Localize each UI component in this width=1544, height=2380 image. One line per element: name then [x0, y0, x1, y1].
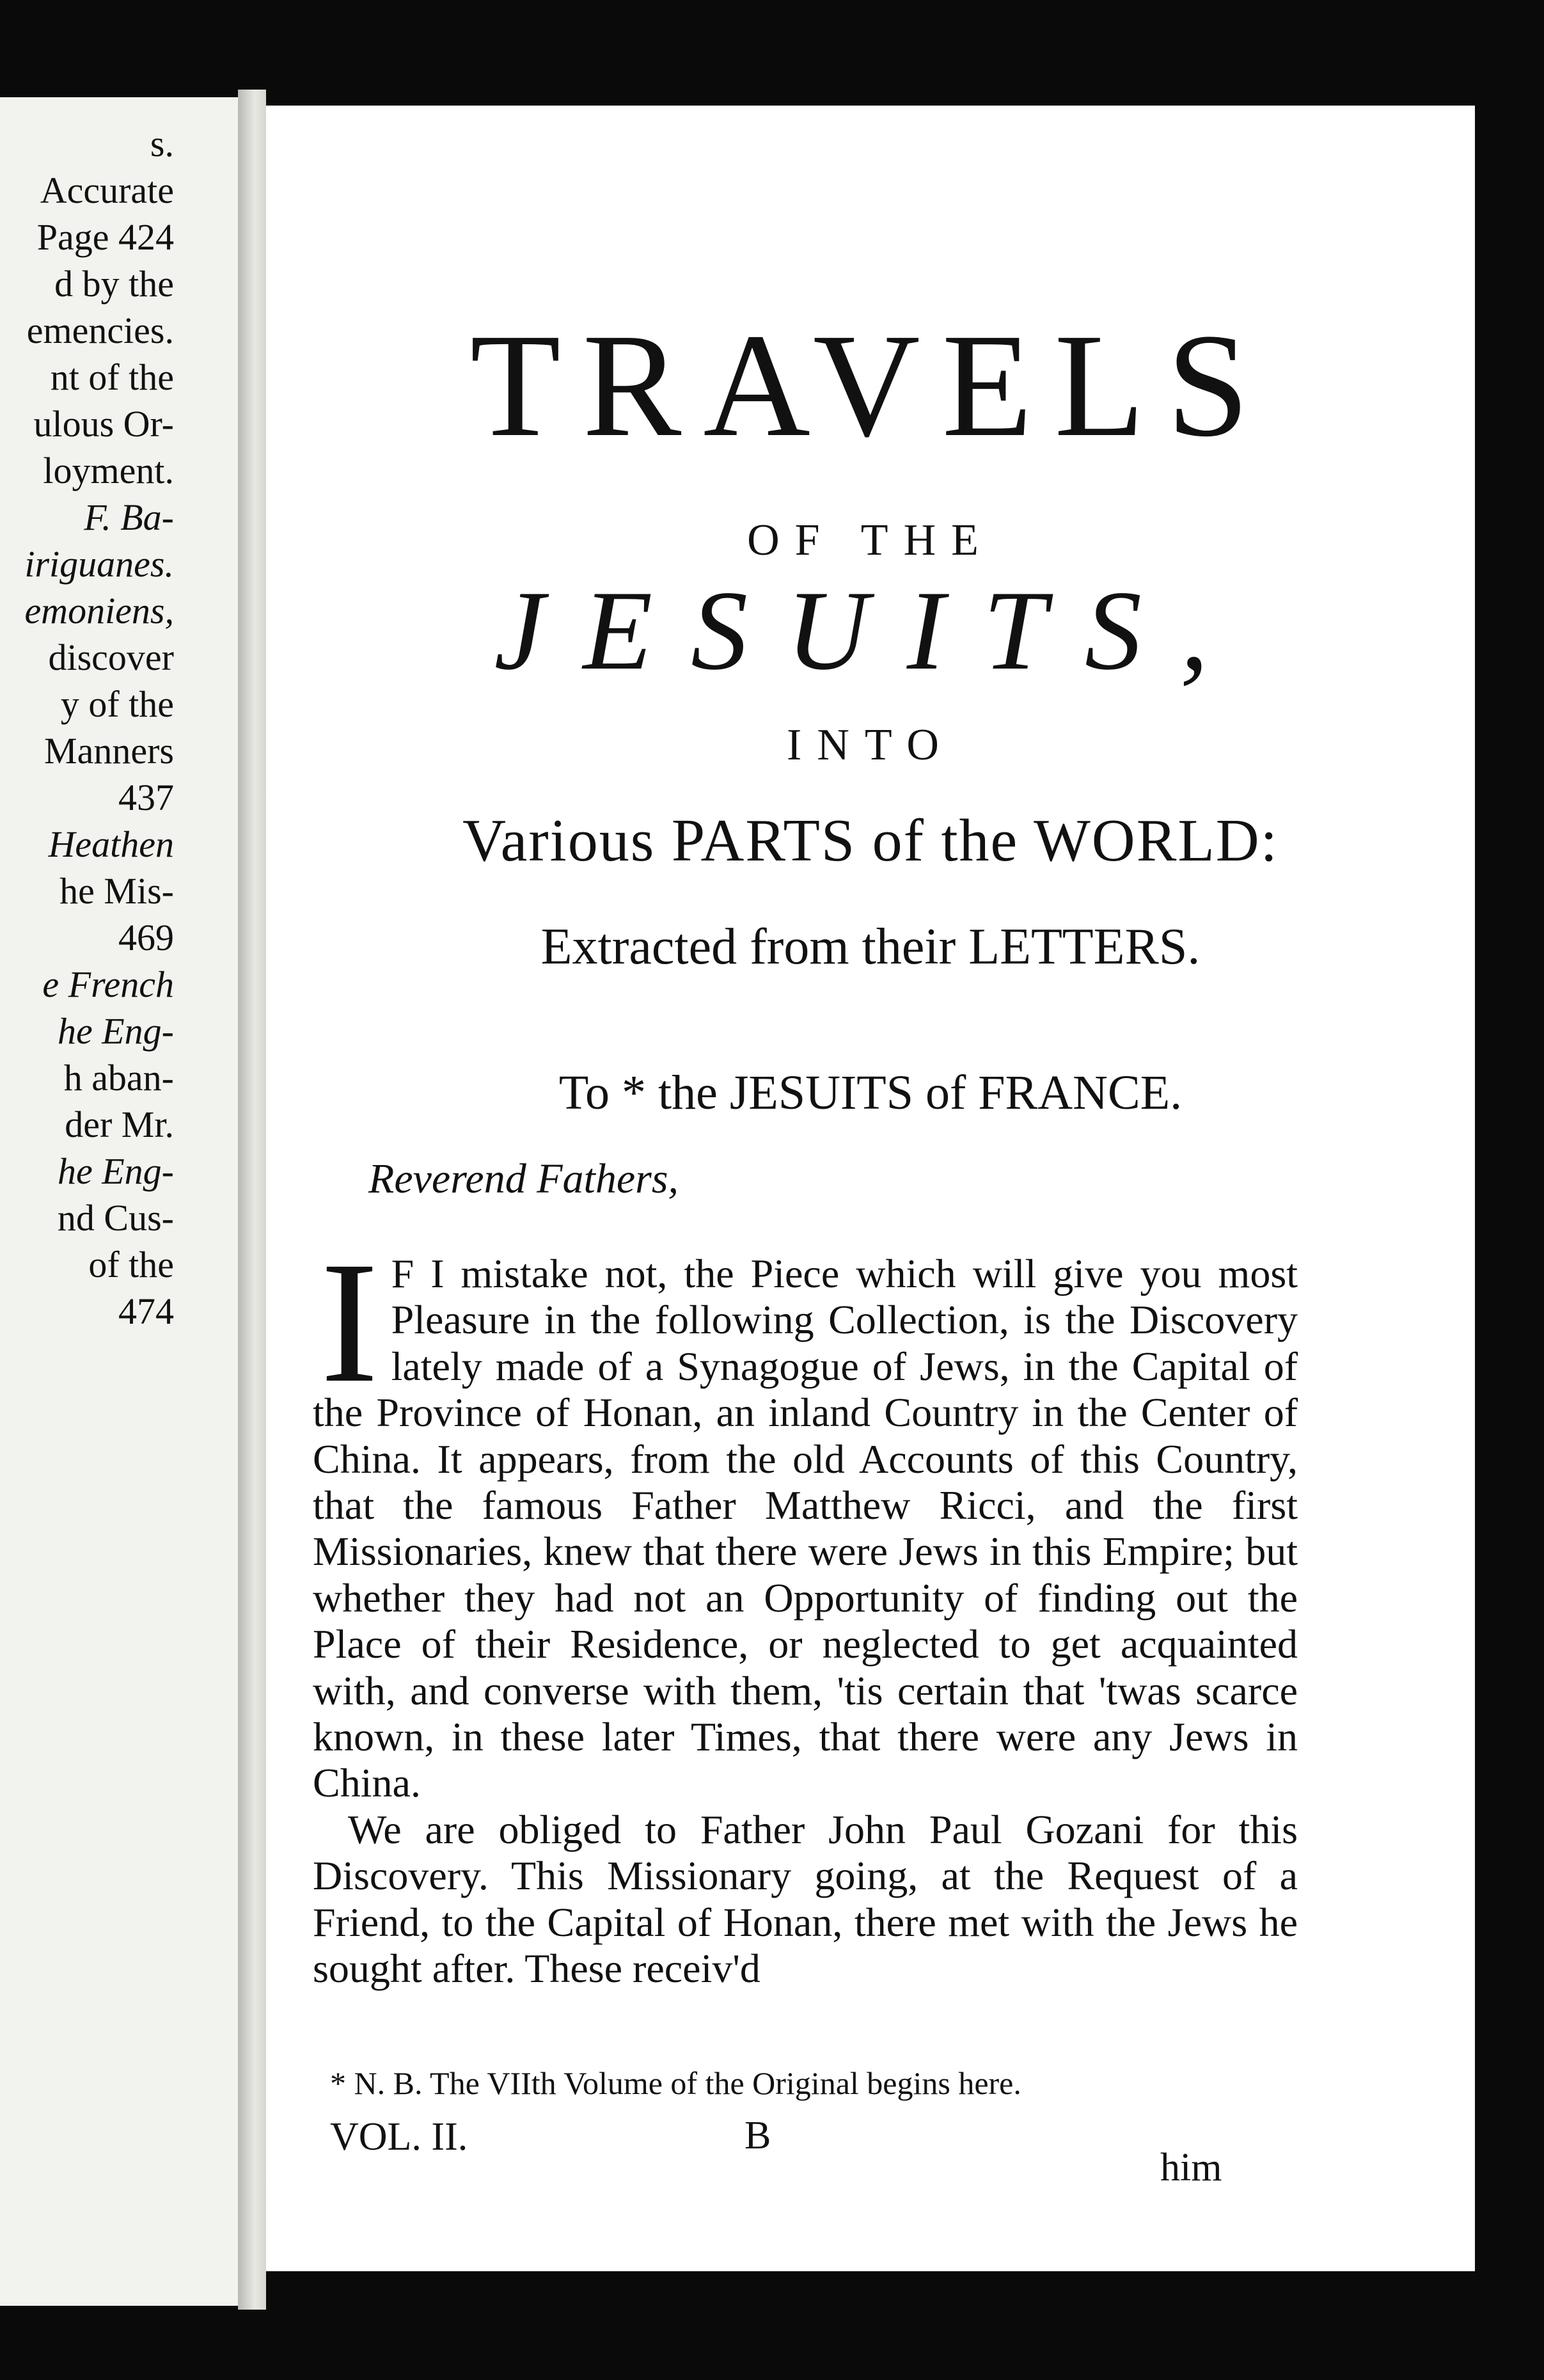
signature-mark: B — [744, 2114, 771, 2157]
left-page-line: der Mr. — [65, 1104, 174, 1145]
left-page-line: F. Ba- — [84, 496, 174, 538]
footnote: * N. B. The VIIth Volume of the Original begins here. — [330, 2065, 1021, 2101]
left-page-line: Manners — [44, 730, 174, 772]
drop-cap: I — [320, 1226, 379, 1418]
left-page-line: of the — [88, 1244, 174, 1285]
left-page-line: s. — [150, 123, 174, 164]
left-page-line: 469 — [118, 917, 174, 958]
left-page-line: emoniens, — [24, 590, 174, 631]
title-extracted: Extracted from their LETTERS. — [540, 919, 1201, 975]
left-page-line: loyment. — [43, 450, 174, 491]
left-page-line: nd Cus- — [57, 1197, 174, 1239]
left-page-line: d by the — [54, 263, 174, 305]
title-into: INTO — [787, 720, 954, 770]
left-page-line: y of the — [60, 683, 174, 725]
left-page-line: iriguanes. — [24, 543, 174, 585]
paragraph-2: We are obliged to Father John Paul Gozani for this Discovery. This Missionary going, at the Request of a Friend, to the Capital of Honan, there met with the Jews he sought after. These receiv'd — [313, 1806, 1298, 1992]
left-page-line: 437 — [118, 777, 174, 818]
left-page-line: he Eng- — [58, 1150, 174, 1192]
left-page-line: Heathen — [48, 823, 174, 865]
dedication-line: To * the JESUITS of FRANCE. — [558, 1066, 1183, 1120]
salutation: Reverend Fathers, — [368, 1155, 679, 1202]
title-of-the: OF THE — [747, 516, 994, 565]
left-page-line: Accurate — [40, 170, 174, 211]
page-gutter — [238, 90, 266, 2310]
left-page-line: discover — [48, 637, 174, 678]
volume-label: VOL. II. — [330, 2115, 468, 2159]
paragraph-1 — [313, 1226, 1298, 1807]
left-page-line: ulous Or- — [33, 403, 174, 445]
left-page-line: he Mis- — [59, 870, 174, 912]
left-page-line: h aban- — [63, 1057, 174, 1099]
title-jesuits: JESUITS, — [494, 567, 1247, 694]
title-travels: TRAVELS — [469, 303, 1272, 468]
left-page-line: Page 424 — [36, 216, 174, 258]
left-page-line: nt of the — [50, 356, 174, 398]
left-page-line: 474 — [118, 1290, 174, 1332]
paragraph-1-text: F I mistake not, the Piece which will give you most Pleasure in the following Collection, is the Discovery lately made of a Synagogue of Jews, in the Capital of the Province of Honan, an inland Country in the Center of China. It appears, from the old Accounts of this Country, that the famous Father Matthew Ricci, and the first Missionaries, knew that there were Jews in this Empire; but whether they had not an Opportunity of finding out the Place of their Residence, or neglected to get acquainted with, and converse with them, 'tis certain that 'twas scarce known, in these later Times, that there were any Jews in China. — [313, 1251, 1298, 1806]
left-page-line: emencies. — [26, 310, 174, 351]
left-page-fragment — [0, 97, 238, 2306]
title-various-parts: Various PARTS of the WORLD: — [462, 807, 1279, 874]
left-page-line: e French — [42, 964, 174, 1005]
right-page — [266, 106, 1475, 2271]
body-text — [313, 1226, 1298, 1992]
left-page-line: he Eng- — [58, 1010, 174, 1052]
catchword: him — [1160, 2146, 1222, 2189]
